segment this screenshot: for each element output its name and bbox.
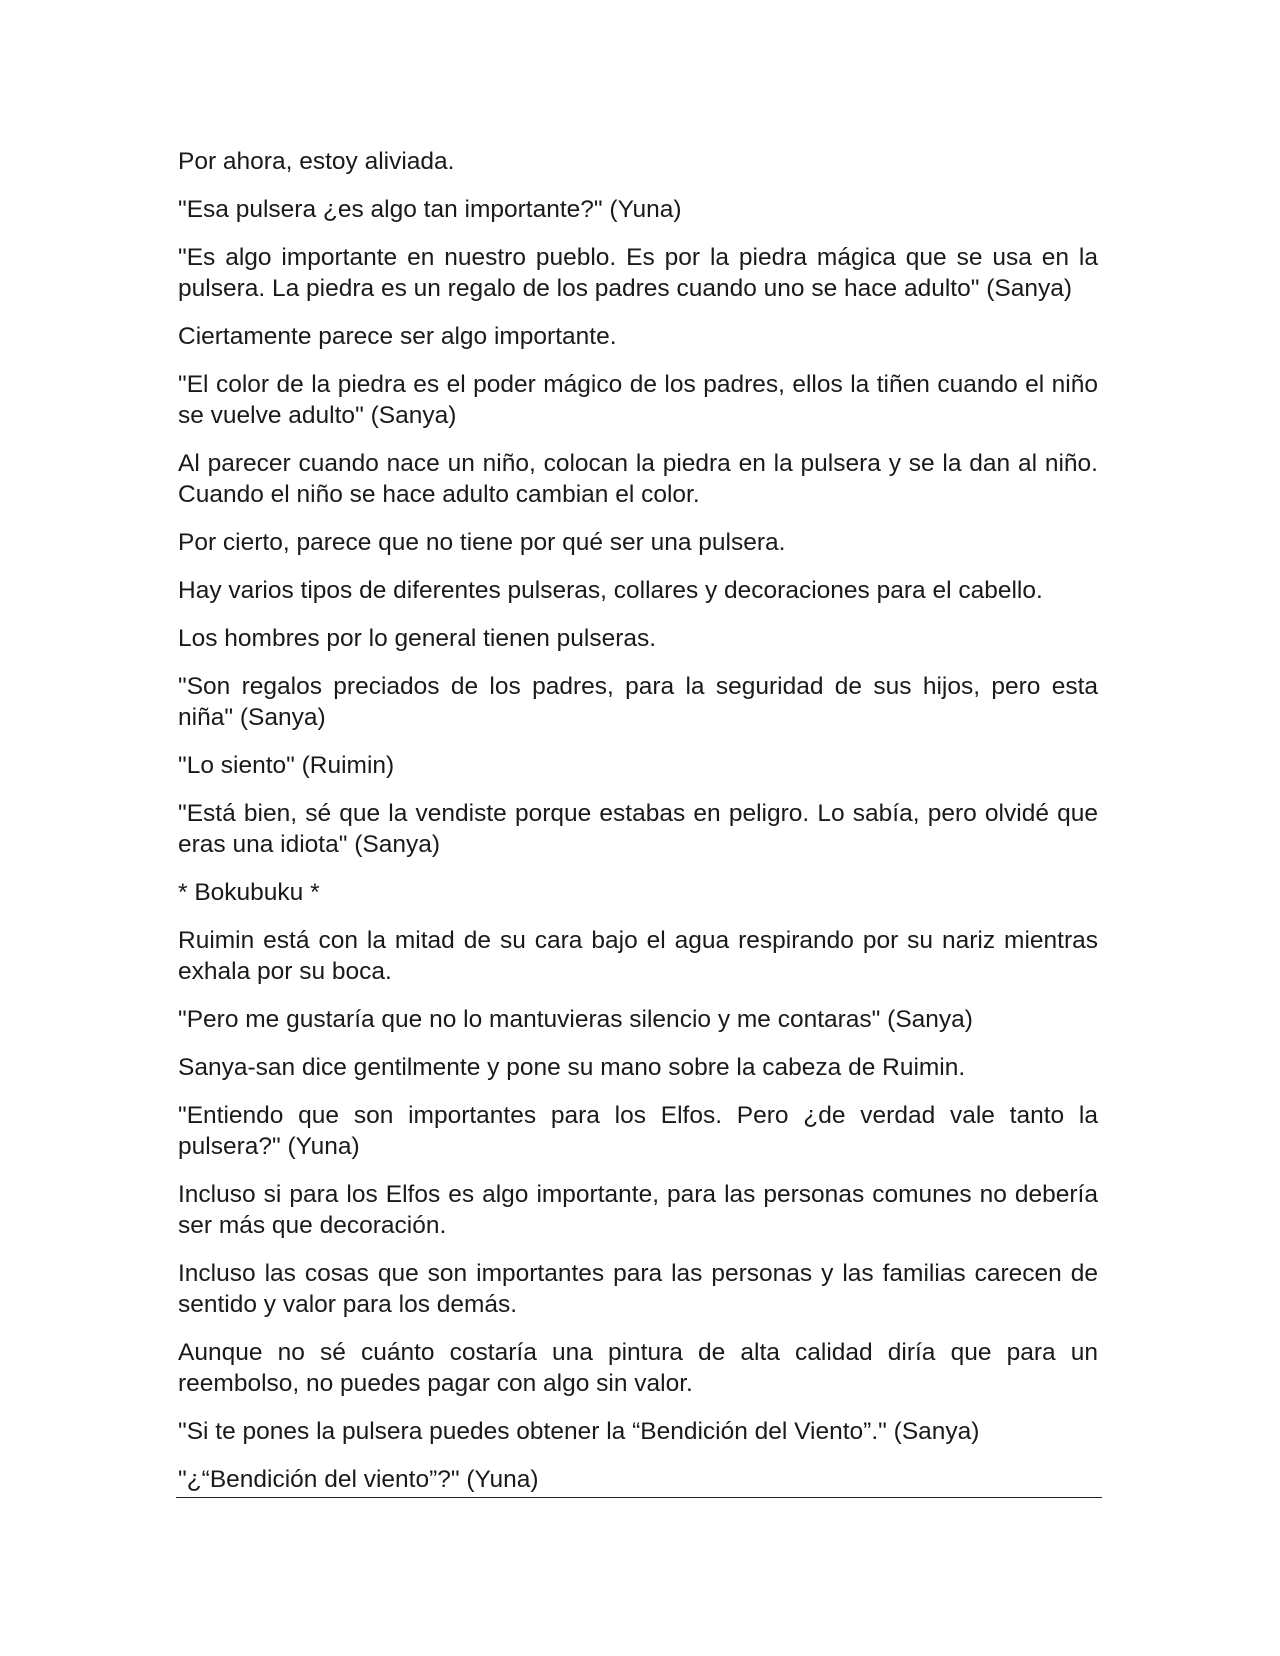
paragraph: "¿“Bendición del viento”?" (Yuna) xyxy=(178,1466,539,1493)
bottom-rule-divider xyxy=(176,1497,1102,1498)
paragraph: Aunque no sé cuánto costaría una pintura de alta calidad diría que para un reembolso, no puedes pagar con algo sin valor. xyxy=(178,1339,1098,1397)
paragraph: "Son regalos preciados de los padres, para la seguridad de sus hijos, pero esta niña" (Sanya) xyxy=(178,673,1098,731)
paragraph: Al parecer cuando nace un niño, colocan la piedra en la pulsera y se la dan al niño. Cuando el niño se hace adulto cambian el color. xyxy=(178,450,1098,508)
document-body xyxy=(178,146,1098,1497)
paragraph: "Lo siento" (Ruimin) xyxy=(178,752,395,779)
paragraph: Incluso las cosas que son importantes para las personas y las familias carecen de sentido y valor para los demás. xyxy=(178,1260,1098,1318)
paragraph: "Entiendo que son importantes para los Elfos. Pero ¿de verdad vale tanto la pulsera?" (Yuna) xyxy=(178,1102,1098,1160)
paragraph: Ciertamente parece ser algo importante. xyxy=(178,323,617,350)
paragraph: "Es algo importante en nuestro pueblo. Es por la piedra mágica que se usa en la pulsera. La piedra es un regalo de los padres cuando uno se hace adulto" (Sanya) xyxy=(178,244,1098,302)
paragraph: * Bokubuku * xyxy=(178,879,320,906)
paragraph: "Esa pulsera ¿es algo tan importante?" (Yuna) xyxy=(178,196,682,223)
paragraph: "Si te pones la pulsera puedes obtener la “Bendición del Viento”." (Sanya) xyxy=(178,1418,980,1445)
paragraph: Por cierto, parece que no tiene por qué ser una pulsera. xyxy=(178,529,786,556)
paragraph: "El color de la piedra es el poder mágico de los padres, ellos la tiñen cuando el niño se vuelve adulto" (Sanya) xyxy=(178,371,1098,429)
paragraph: Sanya-san dice gentilmente y pone su mano sobre la cabeza de Ruimin. xyxy=(178,1054,966,1081)
paragraph: "Pero me gustaría que no lo mantuvieras silencio y me contaras" (Sanya) xyxy=(178,1006,973,1033)
paragraph: Incluso si para los Elfos es algo importante, para las personas comunes no debería ser más que decoración. xyxy=(178,1181,1098,1239)
paragraph: Ruimin está con la mitad de su cara bajo el agua respirando por su nariz mientras exhala por su boca. xyxy=(178,927,1098,985)
paragraph: "Está bien, sé que la vendiste porque estabas en peligro. Lo sabía, pero olvidé que eras una idiota" (Sanya) xyxy=(178,800,1098,858)
paragraph: Hay varios tipos de diferentes pulseras, collares y decoraciones para el cabello. xyxy=(178,577,1043,604)
paragraph: Por ahora, estoy aliviada. xyxy=(178,148,455,175)
paragraph: Los hombres por lo general tienen pulseras. xyxy=(178,625,657,652)
